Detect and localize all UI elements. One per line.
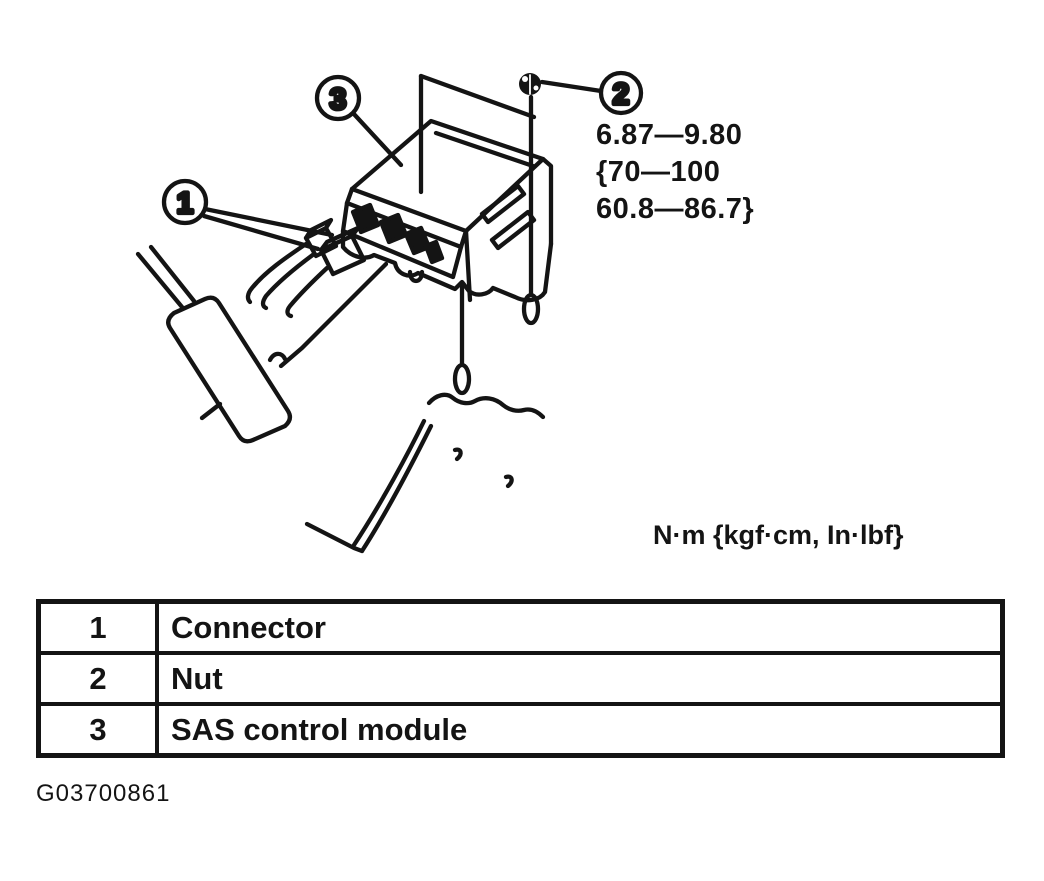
nut-drawing xyxy=(519,73,541,95)
legend-number-cell: 1 xyxy=(41,604,159,651)
callout-2 xyxy=(601,73,641,113)
callout-2-number: 2 xyxy=(612,78,630,111)
legend-row xyxy=(41,651,1000,702)
legend-label-cell: Nut xyxy=(171,660,223,696)
legend-label-cell: SAS control module xyxy=(171,711,468,747)
legend-row xyxy=(41,702,1000,753)
torque-spec-line-3: 60.8—86.7} xyxy=(596,193,755,225)
legend-number-cell: 2 xyxy=(41,655,159,702)
figure-id: G03700861 xyxy=(36,780,171,807)
legend-number-cell: 3 xyxy=(41,706,159,753)
callout-3 xyxy=(317,77,359,119)
torque-spec xyxy=(596,117,754,228)
callout-3-number: 3 xyxy=(329,83,347,116)
callout-1 xyxy=(164,181,206,223)
legend-row xyxy=(41,604,1000,651)
legend-table xyxy=(36,599,1005,758)
legend-label-cell: Connector xyxy=(171,609,326,645)
callout-1-number: 1 xyxy=(176,187,194,220)
torque-spec-line-1: 6.87—9.80 xyxy=(596,119,743,151)
floor-panel-drawing xyxy=(307,395,543,551)
torque-spec-line-2: {70—100 xyxy=(596,156,721,188)
torque-units-note: N·m {kgf·cm, In·lbf} xyxy=(653,520,904,550)
